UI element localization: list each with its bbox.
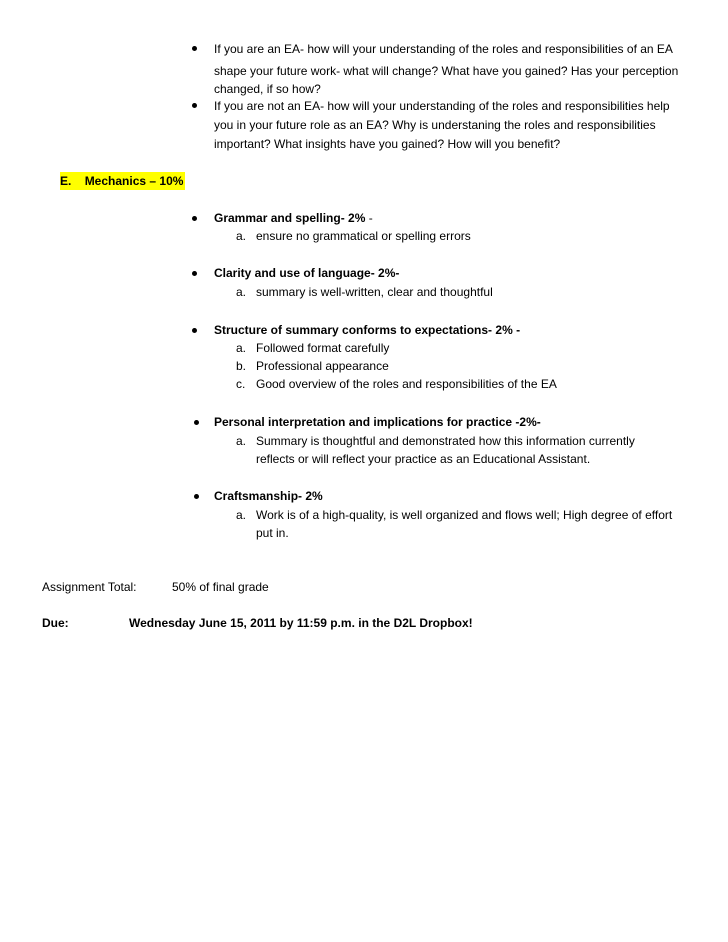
- criterion-3-item-c: Good overview of the roles and responsibilities of the EA: [256, 377, 557, 391]
- criterion-2-title: Clarity and use of language- 2%-: [214, 266, 400, 280]
- bullet-icon: [192, 103, 197, 108]
- intro-bullet-2-line-3: important? What insights have you gained? How will you benefit?: [214, 137, 561, 151]
- intro-bullet-1-line-1: If you are an EA- how will your understanding of the roles and responsibilities of an EA: [214, 42, 673, 56]
- criterion-4-item-a-line-2: reflects or will reflect your practice as an Educational Assistant.: [256, 452, 591, 466]
- section-title: Mechanics – 10%: [84, 174, 184, 188]
- assignment-total-value: 50% of final grade: [172, 580, 269, 594]
- bullet-icon: [194, 494, 199, 499]
- criterion-5-item-a-line-1: Work is of a high-quality, is well organized and flows well; High degree of effort: [256, 508, 673, 522]
- criterion-1-item-a: ensure no grammatical or spelling errors: [256, 229, 471, 243]
- intro-bullet-2-line-2: you in your future role as an EA? Why is understaning the roles and responsibilities: [214, 118, 656, 132]
- criterion-3-marker-b: b.: [236, 359, 247, 373]
- criterion-3-marker-a: a.: [236, 341, 247, 355]
- criterion-3-item-a: Followed format carefully: [256, 341, 390, 355]
- criterion-3-marker-c: c.: [236, 377, 246, 391]
- section-letter: E.: [60, 174, 72, 188]
- due-label: Due:: [42, 616, 69, 630]
- criterion-2-marker-a: a.: [236, 285, 247, 299]
- criterion-1-marker-a: a.: [236, 229, 247, 243]
- section-heading: [60, 172, 185, 190]
- criterion-4-title: Personal interpretation and implications for practice -2%-: [214, 415, 541, 429]
- intro-bullet-1-line-3: changed, if so how?: [214, 82, 321, 96]
- criterion-5-marker-a: a.: [236, 508, 247, 522]
- bullet-icon: [192, 216, 197, 221]
- criterion-5-item-a-line-2: put in.: [256, 526, 289, 540]
- bullet-icon: [192, 328, 197, 333]
- criterion-2-item-a: summary is well-written, clear and thoughtful: [256, 285, 493, 299]
- criterion-1-title: Grammar and spelling- 2% -: [214, 211, 373, 225]
- bullet-icon: [192, 46, 197, 51]
- criterion-5-title: Craftsmanship- 2%: [214, 489, 323, 503]
- criterion-3-item-b: Professional appearance: [256, 359, 389, 373]
- criterion-4-marker-a: a.: [236, 434, 247, 448]
- intro-bullet-1-line-2: shape your future work- what will change? What have you gained? Has your perception: [214, 64, 679, 78]
- criterion-3-title: Structure of summary conforms to expectations- 2% -: [214, 323, 521, 337]
- bullet-icon: [194, 420, 199, 425]
- criterion-4-item-a-line-1: Summary is thoughtful and demonstrated how this information currently: [256, 434, 635, 448]
- bullet-icon: [192, 271, 197, 276]
- intro-bullet-2-line-1: If you are not an EA- how will your understanding of the roles and responsibilities help: [214, 99, 670, 113]
- due-value: Wednesday June 15, 2011 by 11:59 p.m. in the D2L Dropbox!: [129, 616, 473, 630]
- assignment-total-label: Assignment Total:: [42, 580, 137, 594]
